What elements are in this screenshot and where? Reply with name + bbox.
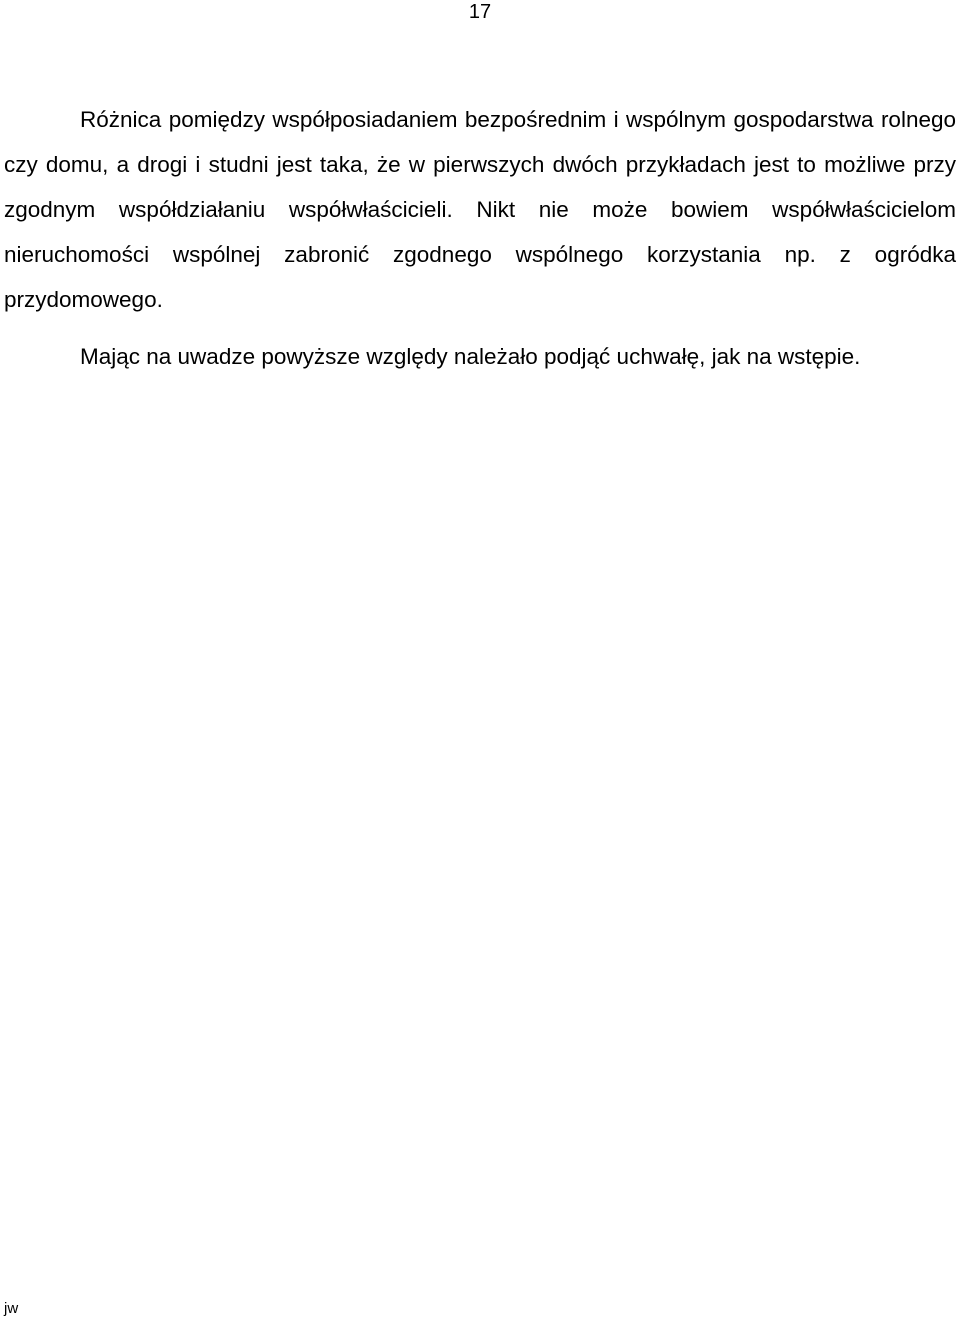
document-body: [4, 97, 956, 379]
page-number: 17: [468, 1, 492, 23]
paragraph-2: Mając na uwadze powyższe względy należało podjąć uchwałę, jak na wstępie.: [80, 344, 861, 369]
author-initials: jw: [4, 1300, 19, 1317]
paragraph-1: Różnica pomiędzy współposiadaniem bezpośrednim i wspólnym gospodarstwa rolnego czy domu, a drogi i studni jest taka, że w pierwszych dwóch przykładach jest to możliwe przy zgodnym współdziałaniu współwłaścicieli. Nikt nie może bowiem współwłaścicielom nieruchomości wspólnej zabronić zgodnego wspólnego korzystania np. z ogródka przydomowego.: [4, 107, 956, 312]
